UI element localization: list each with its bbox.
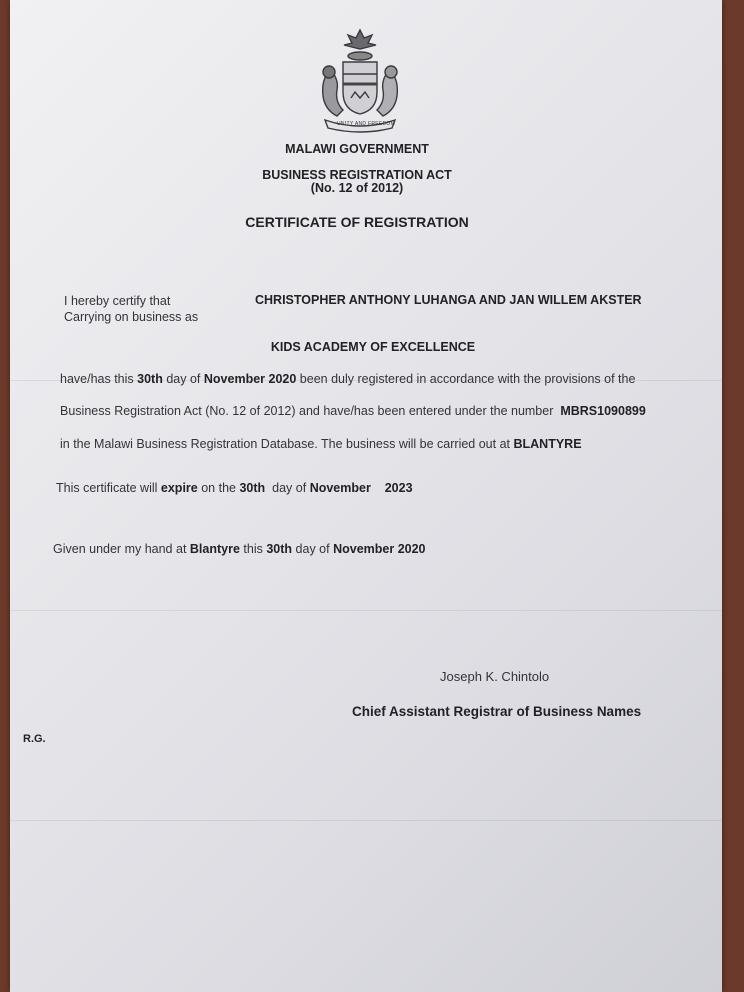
act-heading: BUSINESS REGISTRATION ACT (262, 168, 452, 182)
government-heading: MALAWI GOVERNMENT (285, 142, 429, 156)
registration-number: MBRS1090899 (560, 404, 646, 418)
signatory-name: Joseph K. Chintolo (440, 669, 550, 684)
expiry-line: This certificate will expire on the 30th day of November 2023 (56, 481, 413, 495)
coat-of-arms-icon (305, 26, 415, 136)
paper-crease (10, 610, 722, 611)
registration-line-2: Business Registration Act (No. 12 of 2012) and have/has been entered under the number MBRS1090899 (60, 404, 646, 418)
business-location: BLANTYRE (513, 437, 582, 451)
registration-line-1: have/has this 30th day of November 2020 been duly registered in accordance with the provisions of the (60, 372, 636, 386)
act-number: (No. 12 of 2012) (310, 181, 404, 195)
motto-text: UNITY AND FREEDOM (337, 121, 396, 127)
certificate-paper (10, 0, 722, 992)
given-line: Given under my hand at Blantyre this 30th day of November 2020 (53, 542, 426, 556)
initials: R.G. (23, 733, 46, 745)
owners-name: CHRISTOPHER ANTHONY LUHANGA AND JAN WILLEM AKSTER (255, 293, 642, 307)
registration-line-3: in the Malawi Business Registration Database. The business will be carried out at BLANTYRE (60, 437, 582, 451)
signatory-title: Chief Assistant Registrar of Business Names (352, 704, 642, 719)
paper-crease (10, 820, 722, 821)
page-title: CERTIFICATE OF REGISTRATION (245, 214, 469, 230)
carrying-label: Carrying on business as (64, 310, 199, 324)
certify-label: I hereby certify that (64, 294, 171, 308)
business-name: KIDS ACADEMY OF EXCELLENCE (270, 340, 476, 354)
